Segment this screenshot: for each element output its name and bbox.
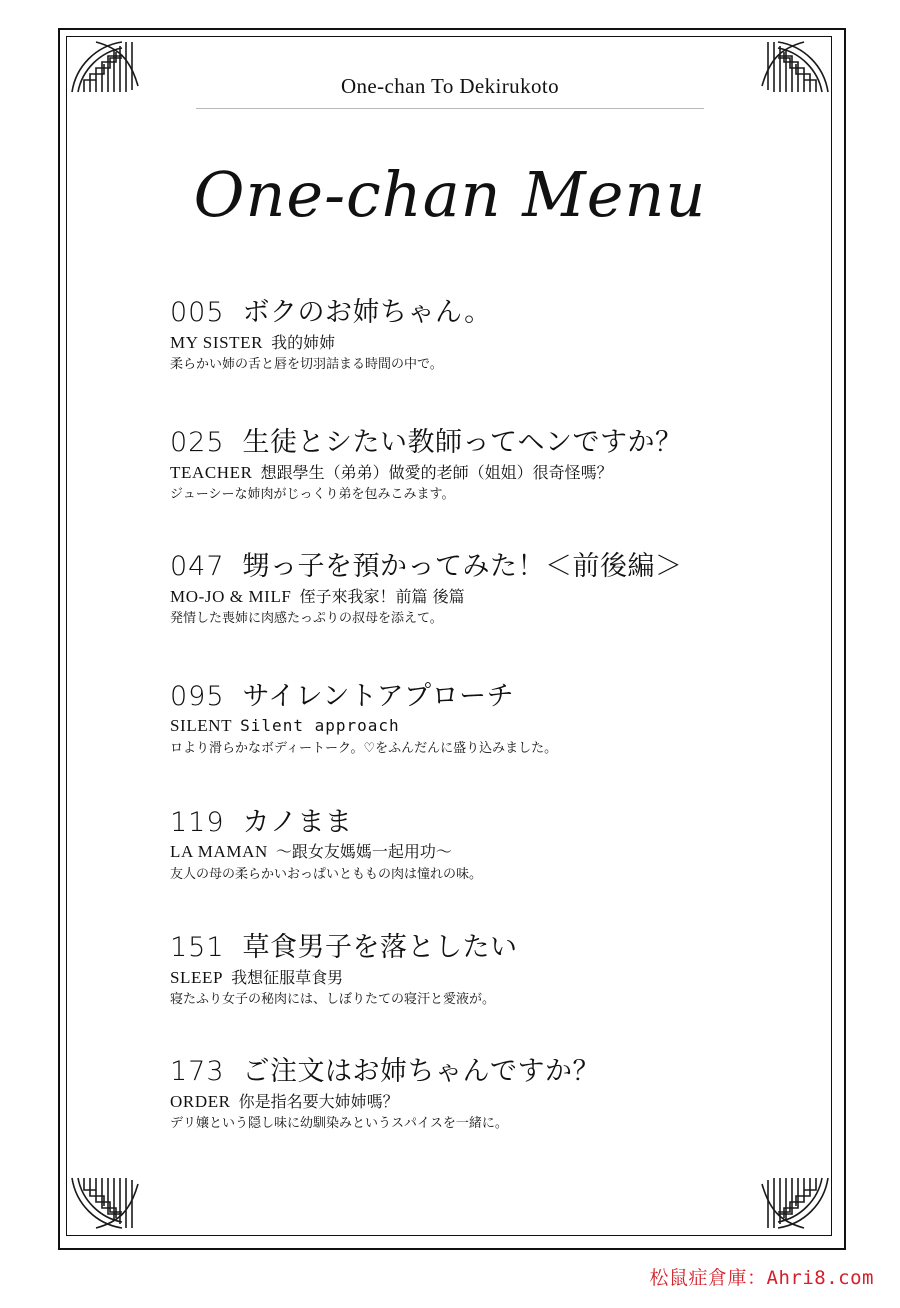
toc-page-number: 005	[170, 297, 225, 328]
toc-title-cn: 你是指名要大姉姉嗎？	[238, 1092, 399, 1112]
toc-title-cn: 〜跟女友媽媽一起用功〜	[275, 842, 452, 862]
list-item[interactable]	[170, 680, 810, 758]
filigree-icon	[70, 1176, 144, 1230]
toc-title-ja: ボクのお姉ちゃん。	[242, 297, 492, 328]
toc-entry-subheading	[170, 967, 810, 988]
corner-ornament-bottom-right	[756, 1176, 830, 1230]
toc-entry-heading	[170, 426, 810, 460]
toc-note: 発情した喪姉に肉感たっぷりの叔母を添えて。	[170, 610, 443, 626]
corner-ornament-bottom-left	[70, 1176, 144, 1230]
toc-tag: ORDER	[170, 1092, 231, 1112]
toc-tag: SILENT	[170, 716, 233, 736]
toc-title-cn: Silent approach	[240, 716, 400, 736]
list-item[interactable]	[170, 806, 810, 884]
toc-note: ロより滑らかなボディートーク。♡をふんだんに盛り込みました。	[170, 740, 558, 756]
list-item[interactable]	[170, 426, 810, 504]
toc-tag: LA MAMAN	[170, 842, 268, 862]
toc-entry-heading	[170, 680, 810, 714]
toc-entry-heading	[170, 1055, 810, 1089]
toc-page-number: 047	[170, 550, 225, 582]
toc-title-cn: 想跟學生（弟弟）做愛的老師（姐姐）很奇怪嗎？	[260, 462, 613, 482]
toc-title-cn: 我想征服草食男	[231, 968, 344, 988]
page-title: One-chan Menu	[193, 158, 707, 231]
toc-title-ja: 生徒とシたい教師ってヘンですか？	[242, 426, 683, 458]
toc-entry-subheading	[170, 462, 810, 483]
toc-entry-heading	[170, 806, 810, 840]
filigree-icon	[756, 1176, 830, 1230]
toc-entry-subheading	[170, 586, 810, 607]
toc-entry-subheading	[170, 841, 810, 862]
toc-title-ja: 草食男子を落としたい	[242, 932, 518, 964]
toc-page-number: 151	[170, 932, 225, 964]
list-item[interactable]	[170, 296, 810, 374]
toc-entry-subheading	[170, 715, 810, 736]
toc-entry-heading	[170, 296, 810, 330]
table-of-contents	[170, 296, 810, 1173]
toc-page-number: 025	[170, 426, 225, 458]
toc-title-ja: ご注文はお姉ちゃんですか？	[242, 1056, 601, 1088]
list-item[interactable]	[170, 931, 810, 1009]
toc-entry-subheading	[170, 332, 810, 353]
toc-entry-heading	[170, 550, 810, 584]
toc-title-cn: 我的姉姉	[271, 332, 336, 352]
toc-note: 友人の母の柔らかいおっぱいとももの肉は憧れの味。	[170, 866, 483, 882]
toc-title-cn: 侄子來我家！前篇 後篇	[299, 586, 465, 606]
toc-tag: SLEEP	[170, 968, 224, 988]
toc-page-number: 095	[170, 680, 225, 712]
list-item[interactable]	[170, 1055, 810, 1133]
toc-tag: MY SISTER	[170, 332, 264, 352]
list-item[interactable]	[170, 550, 810, 628]
toc-title-ja: カノまま	[242, 806, 353, 838]
toc-page-number: 119	[170, 806, 225, 838]
toc-note: 柔らかい姉の舌と唇を切羽詰まる時間の中で。	[170, 357, 443, 372]
toc-title-ja: サイレントアプローチ	[242, 680, 515, 712]
toc-page-number: 173	[170, 1056, 225, 1088]
toc-note: デリ嬢という隠し味に幼馴染みというスパイスを一緒に。	[170, 1116, 508, 1132]
toc-tag: MO-JO & MILF	[170, 586, 292, 606]
toc-entry-subheading	[170, 1091, 810, 1112]
watermark: 松鼠症倉庫：Ahri8.com	[649, 1267, 874, 1289]
toc-title-ja: 甥っ子を預かってみた！＜前後編＞	[242, 550, 683, 582]
toc-note: ジューシーな姉肉がじっくり弟を包みこみます。	[170, 486, 455, 502]
header-rule	[196, 108, 704, 109]
toc-note: 寝たふり女子の秘肉には、しぼりたての寝汗と愛液が。	[170, 992, 496, 1008]
toc-entry-heading	[170, 931, 810, 965]
toc-tag: TEACHER	[170, 462, 253, 482]
running-title: One-chan To Dekirukoto	[340, 74, 560, 98]
